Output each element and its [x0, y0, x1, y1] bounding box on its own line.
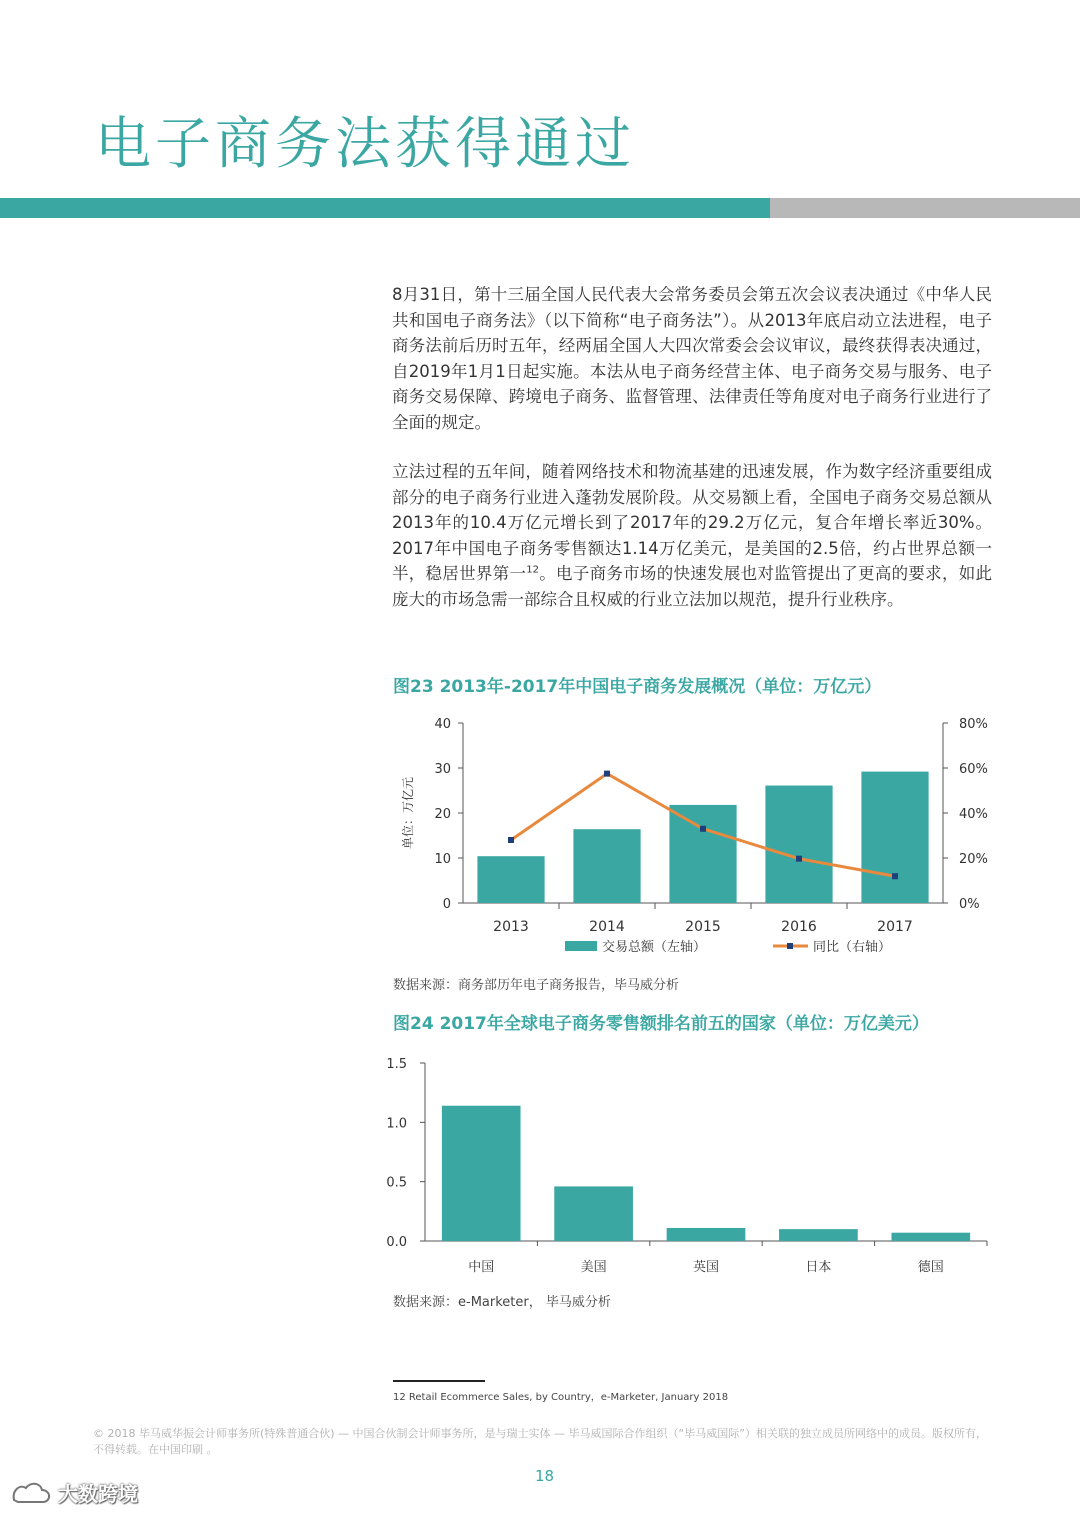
fig23-left-tick-label: 20	[434, 807, 451, 822]
fig23-right-tick-label: 40%	[959, 807, 988, 822]
figure-23-source: 数据来源：商务部历年电子商务报告，毕马威分析	[393, 978, 680, 993]
fig23-legend-line-label: 同比（右轴）	[813, 940, 892, 955]
fig23-growth-point-2014	[604, 771, 610, 777]
fig24-bar-英国	[667, 1228, 746, 1241]
watermark	[10, 1478, 138, 1507]
fig23-left-tick-label: 40	[434, 717, 451, 732]
fig24-x-tick-label: 日本	[805, 1260, 832, 1275]
watermark-text: 大数跨境	[58, 1482, 138, 1506]
fig23-growth-point-2016	[796, 856, 802, 862]
fig23-growth-point-2013	[508, 837, 514, 843]
fig23-bar-2013	[477, 856, 544, 903]
fig23-y-axis-label: 单位：万亿元	[401, 776, 415, 850]
fig23-x-tick-label: 2015	[685, 919, 721, 935]
fig23-right-tick-label: 20%	[959, 852, 988, 867]
page-number: 18	[535, 1467, 555, 1485]
fig24-bar-日本	[779, 1229, 858, 1241]
fig23-x-tick-label: 2016	[781, 919, 817, 935]
fig24-x-tick-label: 英国	[692, 1260, 720, 1275]
fig23-growth-point-2017	[892, 873, 898, 879]
paragraph-1: 8月31日，第十三届全国人民代表大会常务委员会第五次会议表决通过《中华人民共和国电子商务法》（以下简称“电子商务法”）。从2013年底启动立法进程，电子商务法前后历时五年，经两届全国人大四次常委会会议审议，最终获得表决通过，自2019年1月1日起实施。本法从电子商务经营主体、电子商务交易与服务、电子商务交易保障、跨境电子商务、监督管理、法律责任等角度对电子商务行业进行了全面的规定。	[392, 285, 992, 432]
fig24-y-tick-label: 1.5	[386, 1057, 407, 1072]
paragraph-2-text-a: 立法过程的五年间，随着网络技术和物流基建的迅速发展，作为数字经济重要组成部分的电子商务行业进入蓬勃发展阶段。从交易额上看，全国电子商务交易总额从2013年的10.4万亿元增长到了2017年的29.2万亿元，复合年增长率近30%。2017年中国电子商务零售额达1.14万亿美元，是美国的2.5倍，约占世界总额一半，稳居世界第一	[392, 462, 992, 583]
figure-23-title: 图23 2013年-2017年中国电子商务发展概况（单位：万亿元）	[393, 677, 882, 697]
fig23-x-tick-label: 2017	[877, 919, 913, 935]
fig23-bar-2014	[573, 829, 640, 903]
fig23-bar-2017	[861, 772, 928, 903]
fig23-bar-2015	[669, 805, 736, 903]
fig23-x-tick-label: 2014	[589, 919, 625, 935]
fig24-bar-美国	[554, 1186, 633, 1241]
fig23-legend-bar-label: 交易总额（左轴）	[602, 940, 707, 955]
fig23-legend-line-marker	[787, 943, 793, 949]
fig24-x-tick-label: 德国	[917, 1260, 944, 1275]
fig24-bar-中国	[442, 1106, 521, 1241]
watermark-logo-icon	[10, 1480, 54, 1506]
fig24-x-tick-label: 美国	[580, 1260, 607, 1275]
page-title: 电子商务法获得通过	[95, 112, 635, 177]
footnote-ref[interactable]: 12	[526, 564, 539, 576]
fig24-y-tick-label: 0.5	[386, 1175, 407, 1191]
fig23-left-tick-label: 30	[434, 762, 451, 777]
figure-24-source: 数据来源：e-Marketer， 毕马威分析	[393, 1295, 611, 1310]
footnote: 12 Retail Ecommerce Sales, by Country，e-Marketer, January 2018	[393, 1392, 729, 1403]
fig23-right-tick-label: 60%	[959, 762, 988, 777]
figure-24-title: 图24 2017年全球电子商务零售额排名前五的国家（单位：万亿美元）	[393, 1014, 929, 1034]
fig23-bar-2016	[765, 786, 832, 903]
fig23-left-tick-label: 0	[442, 897, 451, 912]
fig23-right-tick-label: 80%	[959, 717, 988, 732]
fig23-growth-point-2015	[700, 826, 706, 832]
copyright-notice: © 2018 毕马威华振会计师事务所(特殊普通合伙) — 中国合伙制会计师事务所，是与瑞士实体 — 毕马威国际合作组织（“毕马威国际”）相关联的独立成员所网络中的成员。版权所有，不得转载。在中国印刷 。	[93, 1427, 987, 1456]
paragraph-2-text-b: 。电子商务市场的快速发展也对监管提出了更高的要求，如此庞大的市场急需一部综合且权威的行业立法加以规范，提升行业秩序。	[392, 564, 993, 609]
fig24-x-tick-label: 中国	[468, 1260, 495, 1275]
fig24-y-tick-label: 0.0	[386, 1235, 407, 1250]
fig23-left-tick-label: 10	[434, 852, 451, 867]
fig23-x-tick-label: 2013	[493, 919, 529, 935]
fig24-y-tick-label: 1.0	[386, 1116, 407, 1132]
fig23-right-tick-label: 0%	[959, 897, 980, 912]
fig24-bar-德国	[891, 1233, 970, 1241]
fig23-legend-bar-swatch	[565, 941, 597, 951]
footnote-divider	[393, 1380, 485, 1382]
